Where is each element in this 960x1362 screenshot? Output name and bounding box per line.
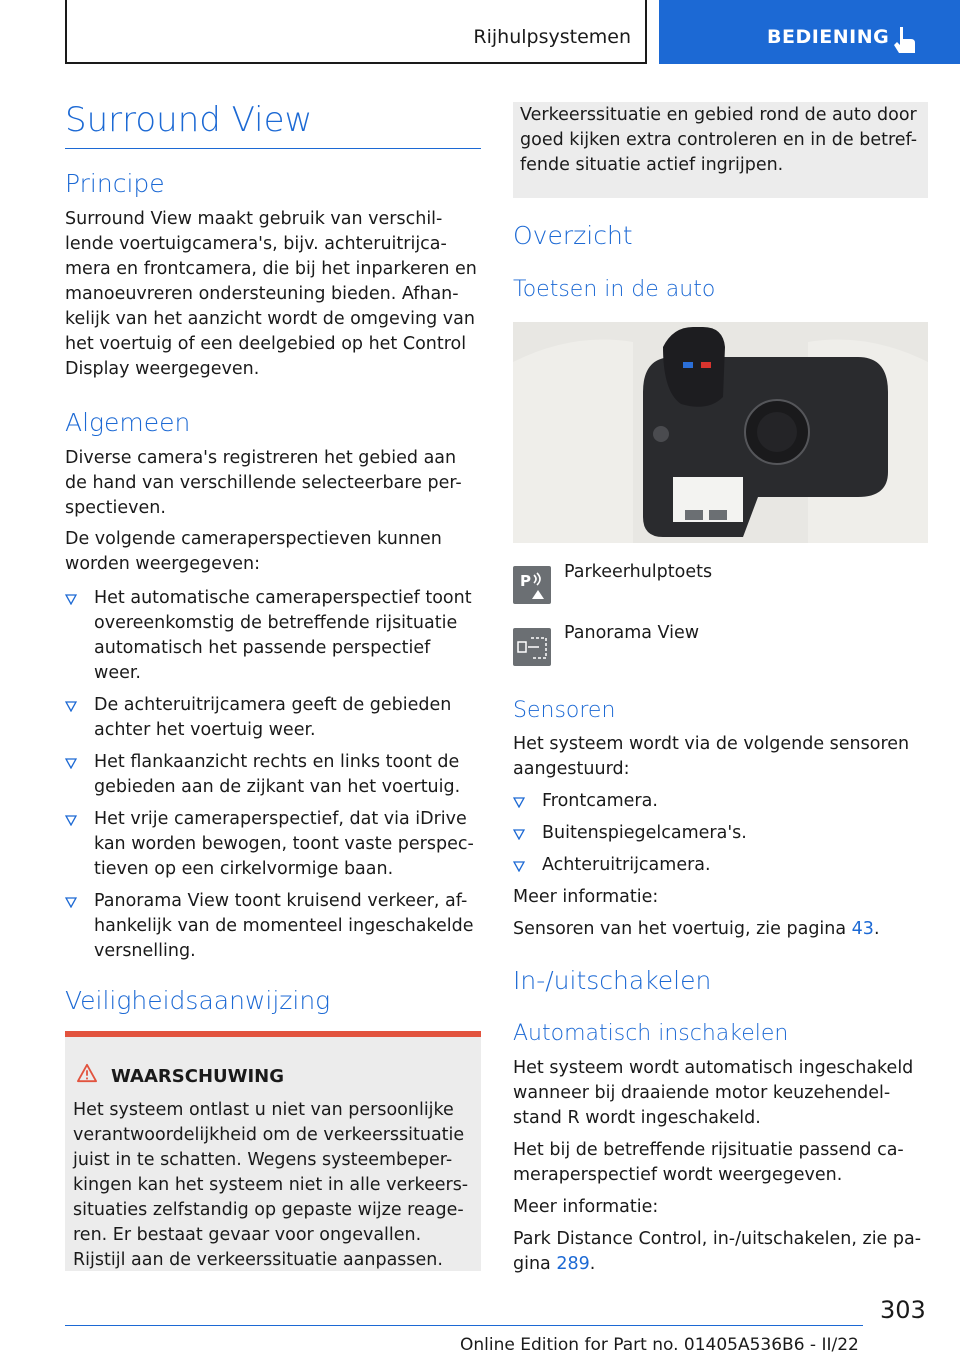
list-item (513, 789, 928, 814)
list-item-line: automatisch het passende perspectief (94, 638, 431, 658)
text-line: het voertuig of een deelgebied op het Control (65, 334, 467, 354)
svg-text:P: P (520, 572, 531, 590)
button-label: Panorama View (564, 623, 700, 643)
list-item-line: Panorama View toont kruisend verkeer, af- (94, 891, 468, 911)
bullet-triangle-icon (513, 860, 525, 872)
list-item-line: Het vrije cameraperspectief, dat via iDrive (94, 809, 467, 829)
list-item (65, 807, 481, 882)
heading-automatisch-inschakelen: Automatisch inschakelen (513, 1021, 789, 1046)
text-line: fende situatie actief ingrijpen. (520, 155, 784, 175)
text-line: wanneer bij draaiende motor keuzehendel- (513, 1083, 891, 1103)
reference-end: . (873, 919, 880, 939)
list-item (65, 586, 481, 686)
list-item-line: achter het voertuig weer. (94, 720, 316, 740)
bullet-triangle-icon (65, 896, 77, 908)
more-info-label: Meer informatie: (513, 887, 659, 907)
list-item-line: gebieden aan de zijkant van het voertuig. (94, 777, 461, 797)
warning-triangle-icon (76, 1063, 98, 1083)
heading-algemeen: Algemeen (65, 408, 191, 437)
panorama-view-icon[interactable] (513, 628, 551, 666)
list-item-line: De achteruitrijcamera geeft de gebieden (94, 695, 452, 715)
heading-sensoren: Sensoren (513, 698, 616, 723)
header-chapter-tab[interactable] (659, 0, 960, 64)
text-line: kelijk van het aanzicht wordt de omgeving van (65, 309, 475, 329)
text-line: Display weergegeven. (65, 359, 260, 379)
button-label: Parkeerhulptoets (564, 562, 713, 582)
list-item (513, 853, 928, 878)
text-line: spectieven. (65, 498, 166, 518)
list-item-line: hankelijk van de momenteel ingeschakelde (94, 916, 474, 936)
text-line: verantwoordelijkheid om de verkeerssituatie (73, 1125, 465, 1145)
more-info-label: Meer informatie: (513, 1197, 659, 1217)
warning-title: WAARSCHUWING (111, 1066, 285, 1087)
page-link-43[interactable]: 43 (851, 919, 874, 939)
list-item-line: tieven op een cirkelvormige baan. (94, 859, 394, 879)
heading-toetsen: Toetsen in de auto (513, 277, 716, 302)
list-item-line: Het flankaanzicht rechts en links toont de (94, 752, 460, 772)
page-link-289[interactable]: 289 (556, 1254, 590, 1274)
text-line: lende voertuigcamera's, bijv. achteruitrijca- (65, 234, 447, 254)
footer-rule (65, 1325, 863, 1326)
list-item (65, 889, 481, 964)
footer-edition: Online Edition for Part no. 01405A536B6 - II/22 (460, 1335, 859, 1355)
center-console-photo (513, 322, 928, 543)
list-item-line: versnelling. (94, 941, 196, 961)
heading-principe: Principe (65, 169, 165, 198)
text-line: Surround View maakt gebruik van verschil- (65, 209, 443, 229)
text-line: Het systeem ontlast u niet van persoonlijke (73, 1100, 454, 1120)
warning-box (65, 1031, 481, 1271)
reference-text: gina (513, 1254, 557, 1274)
text-line: mera en frontcamera, die bij het inparkeren en (65, 259, 477, 279)
list-item-line: Het automatische cameraperspectief toont (94, 588, 472, 608)
page-number: 303 (880, 1296, 926, 1324)
text-line: Verkeerssituatie en gebied rond de auto door (520, 105, 917, 125)
list-item-line: overeenkomstig de betreffende rijsituatie (94, 613, 458, 633)
text-line: stand R wordt ingeschakeld. (513, 1108, 761, 1128)
parking-assist-icon[interactable] (513, 566, 551, 604)
header-section-box (65, 0, 647, 64)
pdc-reference (513, 1252, 595, 1277)
header-chapter-label: BEDIENING (767, 26, 890, 48)
heading-in-uitschakelen: In-/uitschakelen (513, 966, 712, 995)
bullet-triangle-icon (65, 757, 77, 769)
heading-overzicht: Overzicht (513, 221, 633, 250)
text-line: ren. Er bestaat gevaar voor ongevallen. (73, 1225, 422, 1245)
title-rule (65, 148, 481, 149)
list-item-line: Buitenspiegelcamera's. (542, 823, 747, 843)
text-line: aangestuurd: (513, 759, 630, 779)
header-section-title: Rijhulpsystemen (473, 26, 631, 48)
reference-text: Sensoren van het voertuig, zie pagina (513, 919, 852, 939)
bullet-triangle-icon (65, 814, 77, 826)
text-line: goed kijken extra controleren en in de betref- (520, 130, 918, 150)
reference-end: . (589, 1254, 596, 1274)
text-line: Park Distance Control, in-/uitschakelen, zie pa- (513, 1229, 922, 1249)
text-line: worden weergegeven: (65, 554, 261, 574)
list-item (65, 750, 481, 800)
text-line: de hand van verschillende selecteerbare per- (65, 473, 462, 493)
page-title: Surround View (65, 100, 313, 140)
list-item-line: Achteruitrijcamera. (542, 855, 711, 875)
warning-continuation-box (513, 102, 928, 198)
text-line: situaties zelfstandig op gepaste wijze reage- (73, 1200, 464, 1220)
text-line: kingen kan het systeem niet in alle verkeers- (73, 1175, 469, 1195)
bullet-triangle-icon (513, 828, 525, 840)
hand-pointer-icon (891, 24, 919, 54)
text-line: Diverse camera's registreren het gebied aan (65, 448, 457, 468)
center-console-illustration (513, 322, 928, 543)
text-line: juist in te schatten. Wegens systeembeper- (73, 1150, 453, 1170)
heading-veiligheidsaanwijzing: Veiligheidsaanwijzing (65, 986, 331, 1015)
text-line: Het systeem wordt automatisch ingeschakeld (513, 1058, 914, 1078)
list-item-line: kan worden bewogen, toont vaste perspec- (94, 834, 474, 854)
bullet-triangle-icon (65, 593, 77, 605)
list-item-line: weer. (94, 663, 141, 683)
bullet-triangle-icon (65, 700, 77, 712)
text-line: Het bij de betreffende rijsituatie passend ca- (513, 1140, 904, 1160)
text-line: Het systeem wordt via de volgende sensoren (513, 734, 910, 754)
text-line: Rijstijl aan de verkeerssituatie aanpassen. (73, 1250, 443, 1270)
list-item-line: Frontcamera. (542, 791, 658, 811)
text-line: meraperspectief wordt weergegeven. (513, 1165, 843, 1185)
text-line: manoeuvreren ondersteuning bieden. Afhan- (65, 284, 459, 304)
bullet-triangle-icon (513, 796, 525, 808)
list-item (65, 693, 481, 743)
list-item (513, 821, 928, 846)
sensor-reference (513, 917, 880, 942)
text-line: De volgende cameraperspectieven kunnen (65, 529, 442, 549)
